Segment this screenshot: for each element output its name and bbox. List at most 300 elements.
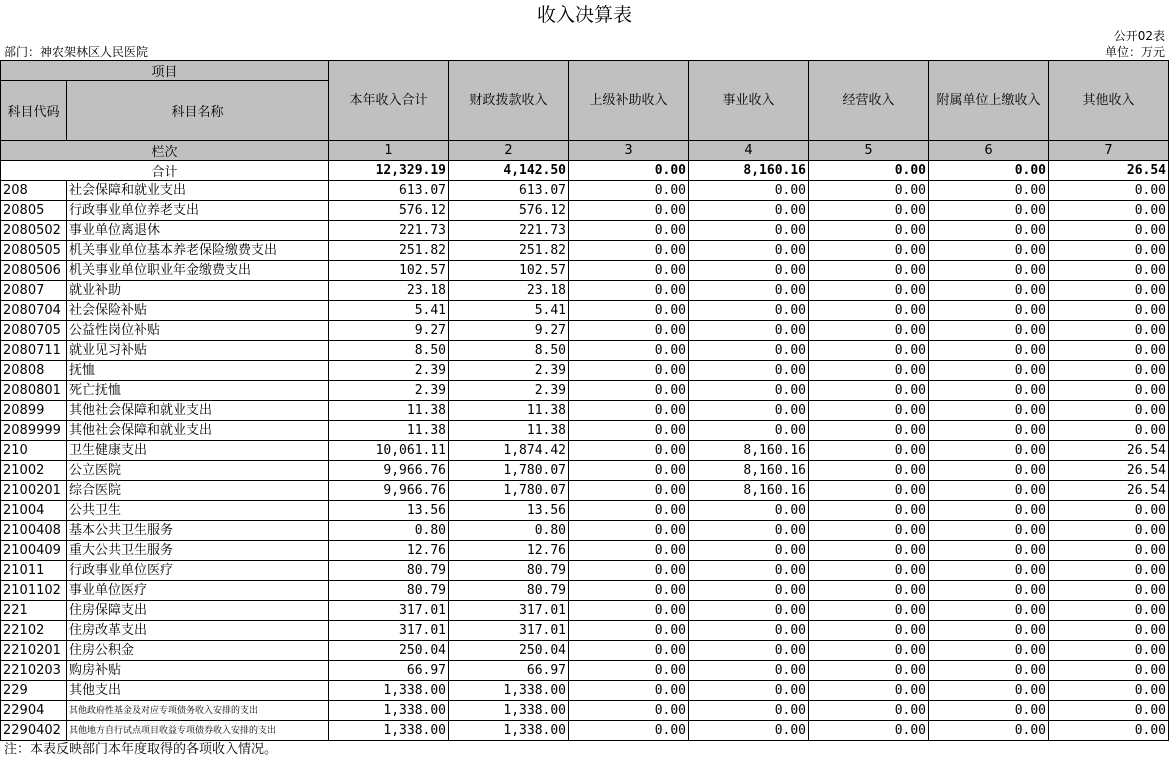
subject-code: 2080711: [1, 341, 67, 361]
amount-cell: 0.00: [689, 261, 809, 281]
amount-cell: 0.00: [809, 261, 929, 281]
amount-cell: 2.39: [329, 361, 449, 381]
amount-cell: 0.00: [929, 641, 1049, 661]
amount-cell: 1,338.00: [449, 681, 569, 701]
amount-cell: 0.00: [1049, 701, 1169, 721]
header-row-item: [1, 61, 1169, 81]
subject-code: 22102: [1, 621, 67, 641]
amount-cell: 0.00: [1049, 341, 1169, 361]
subject-name: 行政事业单位医疗: [67, 561, 329, 581]
amount-cell: 80.79: [329, 581, 449, 601]
amount-cell: 0.00: [1049, 541, 1169, 561]
amount-cell: 2.39: [329, 381, 449, 401]
amount-cell: 0.00: [689, 421, 809, 441]
total-value: 8,160.16: [689, 161, 809, 181]
header-col-5: 经营收入: [809, 61, 929, 141]
amount-cell: 250.04: [329, 641, 449, 661]
table-row: [1, 461, 1169, 481]
amount-cell: 0.00: [689, 281, 809, 301]
subject-code: 20807: [1, 281, 67, 301]
header-num-4: 4: [689, 141, 809, 161]
amount-cell: 0.00: [809, 601, 929, 621]
table-row: [1, 241, 1169, 261]
subject-code: 2080502: [1, 221, 67, 241]
subject-code: 2080704: [1, 301, 67, 321]
subject-name: 其他社会保障和就业支出: [67, 401, 329, 421]
amount-cell: 0.00: [809, 341, 929, 361]
amount-cell: 0.00: [689, 641, 809, 661]
subject-code: 2080505: [1, 241, 67, 261]
amount-cell: 576.12: [329, 201, 449, 221]
amount-cell: 0.00: [1049, 521, 1169, 541]
amount-cell: 0.00: [569, 641, 689, 661]
header-row-label: 栏次: [1, 141, 329, 161]
subject-name: 购房补贴: [67, 661, 329, 681]
table-row: [1, 481, 1169, 501]
amount-cell: 1,338.00: [329, 701, 449, 721]
amount-cell: 0.00: [1049, 241, 1169, 261]
amount-cell: 0.00: [929, 701, 1049, 721]
amount-cell: 0.00: [569, 721, 689, 741]
subject-name: 基本公共卫生服务: [67, 521, 329, 541]
table-row: [1, 661, 1169, 681]
amount-cell: 0.00: [809, 501, 929, 521]
amount-cell: 0.00: [809, 181, 929, 201]
amount-cell: 0.00: [1049, 221, 1169, 241]
subject-code: 2080801: [1, 381, 67, 401]
subject-name: 就业补助: [67, 281, 329, 301]
table-row: [1, 381, 1169, 401]
table-row: [1, 721, 1169, 741]
amount-cell: 0.00: [569, 561, 689, 581]
amount-cell: 23.18: [329, 281, 449, 301]
amount-cell: 0.00: [569, 481, 689, 501]
subject-name: 住房保障支出: [67, 601, 329, 621]
amount-cell: 80.79: [329, 561, 449, 581]
amount-cell: 0.00: [929, 541, 1049, 561]
amount-cell: 11.38: [449, 421, 569, 441]
amount-cell: 0.00: [689, 541, 809, 561]
amount-cell: 80.79: [449, 561, 569, 581]
amount-cell: 0.80: [449, 521, 569, 541]
table-row: [1, 681, 1169, 701]
amount-cell: 0.00: [929, 241, 1049, 261]
amount-cell: 0.00: [809, 381, 929, 401]
amount-cell: 0.00: [569, 301, 689, 321]
amount-cell: 0.00: [1049, 421, 1169, 441]
amount-cell: 102.57: [449, 261, 569, 281]
amount-cell: 0.00: [809, 521, 929, 541]
amount-cell: 0.00: [929, 501, 1049, 521]
subject-code: 229: [1, 681, 67, 701]
amount-cell: 0.00: [569, 281, 689, 301]
table-row: [1, 221, 1169, 241]
amount-cell: 0.00: [689, 221, 809, 241]
table-row: [1, 401, 1169, 421]
amount-cell: 0.00: [809, 401, 929, 421]
amount-cell: 0.00: [929, 221, 1049, 241]
amount-cell: 0.00: [689, 581, 809, 601]
amount-cell: 0.00: [809, 241, 929, 261]
amount-cell: 0.80: [329, 521, 449, 541]
amount-cell: 1,780.07: [449, 481, 569, 501]
amount-cell: 0.00: [809, 721, 929, 741]
amount-cell: 66.97: [449, 661, 569, 681]
amount-cell: 613.07: [449, 181, 569, 201]
subject-code: 2080506: [1, 261, 67, 281]
table-row: [1, 501, 1169, 521]
header-code: 科目代码: [1, 81, 67, 141]
amount-cell: 0.00: [809, 661, 929, 681]
subject-name: 重大公共卫生服务: [67, 541, 329, 561]
amount-cell: 0.00: [569, 501, 689, 521]
subject-code: 2290402: [1, 721, 67, 741]
amount-cell: 0.00: [689, 361, 809, 381]
amount-cell: 0.00: [569, 261, 689, 281]
amount-cell: 0.00: [569, 661, 689, 681]
amount-cell: 1,338.00: [449, 701, 569, 721]
amount-cell: 13.56: [449, 501, 569, 521]
amount-cell: 0.00: [689, 701, 809, 721]
header-row-numbers: [1, 141, 1169, 161]
amount-cell: 0.00: [1049, 361, 1169, 381]
amount-cell: 0.00: [929, 521, 1049, 541]
amount-cell: 0.00: [929, 581, 1049, 601]
amount-cell: 0.00: [1049, 281, 1169, 301]
table-row: [1, 181, 1169, 201]
header-num-7: 7: [1049, 141, 1169, 161]
amount-cell: 0.00: [929, 401, 1049, 421]
amount-cell: 12.76: [449, 541, 569, 561]
amount-cell: 0.00: [809, 681, 929, 701]
header-item: 项目: [1, 61, 329, 81]
amount-cell: 0.00: [569, 441, 689, 461]
amount-cell: 251.82: [329, 241, 449, 261]
amount-cell: 0.00: [809, 221, 929, 241]
amount-cell: 576.12: [449, 201, 569, 221]
amount-cell: 0.00: [569, 701, 689, 721]
amount-cell: 0.00: [689, 681, 809, 701]
amount-cell: 0.00: [569, 321, 689, 341]
amount-cell: 0.00: [929, 681, 1049, 701]
amount-cell: 2.39: [449, 361, 569, 381]
amount-cell: 0.00: [929, 421, 1049, 441]
total-row: [1, 161, 1169, 181]
subject-code: 2210201: [1, 641, 67, 661]
amount-cell: 0.00: [1049, 321, 1169, 341]
subject-code: 21004: [1, 501, 67, 521]
amount-cell: 0.00: [569, 621, 689, 641]
subject-name: 社会保障和就业支出: [67, 181, 329, 201]
subject-code: 2080705: [1, 321, 67, 341]
amount-cell: 10,061.11: [329, 441, 449, 461]
amount-cell: 317.01: [329, 601, 449, 621]
amount-cell: 8,160.16: [689, 441, 809, 461]
subject-name: 社会保险补贴: [67, 301, 329, 321]
amount-cell: 0.00: [1049, 261, 1169, 281]
amount-cell: 0.00: [929, 361, 1049, 381]
amount-cell: 0.00: [809, 301, 929, 321]
amount-cell: 251.82: [449, 241, 569, 261]
amount-cell: 0.00: [689, 401, 809, 421]
amount-cell: 0.00: [809, 621, 929, 641]
amount-cell: 0.00: [1049, 301, 1169, 321]
amount-cell: 613.07: [329, 181, 449, 201]
amount-cell: 11.38: [329, 401, 449, 421]
subject-code: 2210203: [1, 661, 67, 681]
amount-cell: 317.01: [329, 621, 449, 641]
department-label: 部门：神农架林区人民医院: [4, 45, 149, 59]
amount-cell: 0.00: [809, 361, 929, 381]
total-value: 0.00: [569, 161, 689, 181]
amount-cell: 0.00: [929, 561, 1049, 581]
amount-cell: 13.56: [329, 501, 449, 521]
amount-cell: 0.00: [1049, 501, 1169, 521]
amount-cell: 0.00: [809, 561, 929, 581]
amount-cell: 0.00: [929, 481, 1049, 501]
amount-cell: 26.54: [1049, 461, 1169, 481]
subject-name: 事业单位医疗: [67, 581, 329, 601]
amount-cell: 0.00: [809, 201, 929, 221]
subject-code: 21002: [1, 461, 67, 481]
amount-cell: 0.00: [929, 341, 1049, 361]
amount-cell: 0.00: [1049, 641, 1169, 661]
amount-cell: 0.00: [569, 421, 689, 441]
amount-cell: 250.04: [449, 641, 569, 661]
amount-cell: 0.00: [569, 461, 689, 481]
header-col-7: 其他收入: [1049, 61, 1169, 141]
amount-cell: 0.00: [569, 341, 689, 361]
amount-cell: 0.00: [1049, 561, 1169, 581]
amount-cell: 0.00: [689, 521, 809, 541]
amount-cell: 0.00: [809, 481, 929, 501]
subject-name: 公益性岗位补贴: [67, 321, 329, 341]
table-row: [1, 621, 1169, 641]
subject-name: 公立医院: [67, 461, 329, 481]
amount-cell: 9.27: [329, 321, 449, 341]
amount-cell: 1,874.42: [449, 441, 569, 461]
total-value: 12,329.19: [329, 161, 449, 181]
amount-cell: 0.00: [929, 381, 1049, 401]
amount-cell: 0.00: [569, 221, 689, 241]
subject-code: 2100409: [1, 541, 67, 561]
subject-name: 卫生健康支出: [67, 441, 329, 461]
amount-cell: 0.00: [689, 661, 809, 681]
form-number: 公开02表: [1113, 29, 1165, 43]
subject-code: 20899: [1, 401, 67, 421]
amount-cell: 221.73: [449, 221, 569, 241]
header-name: 科目名称: [67, 81, 329, 141]
amount-cell: 0.00: [809, 281, 929, 301]
footnote: 注：本表反映部门本年度取得的各项收入情况。: [4, 742, 278, 757]
amount-cell: 221.73: [329, 221, 449, 241]
header-col-1: 本年收入合计: [329, 61, 449, 141]
amount-cell: 0.00: [929, 301, 1049, 321]
subject-name: 其他政府性基金及对应专项债务收入安排的支出: [67, 701, 329, 721]
amount-cell: 0.00: [1049, 201, 1169, 221]
subject-code: 2089999: [1, 421, 67, 441]
amount-cell: 0.00: [929, 441, 1049, 461]
amount-cell: 0.00: [929, 201, 1049, 221]
amount-cell: 0.00: [929, 721, 1049, 741]
amount-cell: 8.50: [449, 341, 569, 361]
table-row: [1, 321, 1169, 341]
header-col-4: 事业收入: [689, 61, 809, 141]
amount-cell: 0.00: [569, 401, 689, 421]
subject-name: 住房改革支出: [67, 621, 329, 641]
amount-cell: 9,966.76: [329, 481, 449, 501]
amount-cell: 0.00: [1049, 621, 1169, 641]
total-value: 26.54: [1049, 161, 1169, 181]
amount-cell: 1,338.00: [329, 721, 449, 741]
amount-cell: 0.00: [1049, 721, 1169, 741]
subject-name: 其他社会保障和就业支出: [67, 421, 329, 441]
subject-name: 其他地方自行试点项目收益专项债券收入安排的支出: [67, 721, 329, 741]
amount-cell: 0.00: [689, 301, 809, 321]
amount-cell: 0.00: [689, 321, 809, 341]
amount-cell: 0.00: [569, 361, 689, 381]
subject-code: 2101102: [1, 581, 67, 601]
subject-name: 行政事业单位养老支出: [67, 201, 329, 221]
subject-code: 2100201: [1, 481, 67, 501]
amount-cell: 26.54: [1049, 481, 1169, 501]
amount-cell: 26.54: [1049, 441, 1169, 461]
total-value: 0.00: [929, 161, 1049, 181]
amount-cell: 0.00: [809, 641, 929, 661]
amount-cell: 11.38: [449, 401, 569, 421]
table-row: [1, 561, 1169, 581]
amount-cell: 0.00: [929, 181, 1049, 201]
subject-code: 20805: [1, 201, 67, 221]
amount-cell: 0.00: [1049, 381, 1169, 401]
subject-name: 住房公积金: [67, 641, 329, 661]
table-row: [1, 701, 1169, 721]
total-label: 合计: [1, 161, 329, 181]
amount-cell: 317.01: [449, 621, 569, 641]
table-row: [1, 641, 1169, 661]
subject-code: 22904: [1, 701, 67, 721]
amount-cell: 0.00: [929, 281, 1049, 301]
table-row: [1, 361, 1169, 381]
amount-cell: 5.41: [449, 301, 569, 321]
report-title: 收入决算表: [536, 4, 632, 26]
amount-cell: 9.27: [449, 321, 569, 341]
subject-code: 2100408: [1, 521, 67, 541]
amount-cell: 0.00: [1049, 581, 1169, 601]
amount-cell: 0.00: [569, 381, 689, 401]
amount-cell: 0.00: [1049, 681, 1169, 701]
amount-cell: 0.00: [689, 241, 809, 261]
amount-cell: 0.00: [929, 661, 1049, 681]
amount-cell: 0.00: [569, 681, 689, 701]
amount-cell: 0.00: [569, 601, 689, 621]
subject-code: 208: [1, 181, 67, 201]
amount-cell: 0.00: [1049, 181, 1169, 201]
amount-cell: 0.00: [809, 701, 929, 721]
table-row: [1, 201, 1169, 221]
amount-cell: 11.38: [329, 421, 449, 441]
amount-cell: 8,160.16: [689, 461, 809, 481]
amount-cell: 0.00: [929, 461, 1049, 481]
amount-cell: 0.00: [689, 341, 809, 361]
amount-cell: 66.97: [329, 661, 449, 681]
subject-name: 其他支出: [67, 681, 329, 701]
amount-cell: 0.00: [929, 261, 1049, 281]
amount-cell: 0.00: [809, 581, 929, 601]
total-value: 0.00: [809, 161, 929, 181]
amount-cell: 0.00: [809, 541, 929, 561]
header-num-2: 2: [449, 141, 569, 161]
amount-cell: 80.79: [449, 581, 569, 601]
header-num-1: 1: [329, 141, 449, 161]
amount-cell: 0.00: [809, 461, 929, 481]
amount-cell: 0.00: [569, 581, 689, 601]
amount-cell: 0.00: [809, 421, 929, 441]
amount-cell: 0.00: [1049, 661, 1169, 681]
subject-code: 21011: [1, 561, 67, 581]
amount-cell: 1,338.00: [449, 721, 569, 741]
header-num-5: 5: [809, 141, 929, 161]
amount-cell: 0.00: [689, 201, 809, 221]
table-row: [1, 521, 1169, 541]
amount-cell: 317.01: [449, 601, 569, 621]
table-row: [1, 541, 1169, 561]
amount-cell: 0.00: [689, 621, 809, 641]
header-num-6: 6: [929, 141, 1049, 161]
subject-name: 就业见习补贴: [67, 341, 329, 361]
amount-cell: 0.00: [809, 321, 929, 341]
amount-cell: 0.00: [689, 181, 809, 201]
table-row: [1, 581, 1169, 601]
subject-name: 抚恤: [67, 361, 329, 381]
header-col-6: 附属单位上缴收入: [929, 61, 1049, 141]
table-row: [1, 261, 1169, 281]
amount-cell: 0.00: [689, 601, 809, 621]
amount-cell: 2.39: [449, 381, 569, 401]
amount-cell: 0.00: [929, 321, 1049, 341]
amount-cell: 1,338.00: [329, 681, 449, 701]
header-num-3: 3: [569, 141, 689, 161]
subject-name: 死亡抚恤: [67, 381, 329, 401]
subject-code: 221: [1, 601, 67, 621]
amount-cell: 0.00: [1049, 601, 1169, 621]
table-row: [1, 341, 1169, 361]
amount-cell: 0.00: [689, 721, 809, 741]
table-row: [1, 301, 1169, 321]
amount-cell: 0.00: [569, 521, 689, 541]
amount-cell: 9,966.76: [329, 461, 449, 481]
amount-cell: 0.00: [689, 501, 809, 521]
amount-cell: 12.76: [329, 541, 449, 561]
amount-cell: 1,780.07: [449, 461, 569, 481]
subject-name: 机关事业单位基本养老保险缴费支出: [67, 241, 329, 261]
header-col-3: 上级补助收入: [569, 61, 689, 141]
amount-cell: 8.50: [329, 341, 449, 361]
table-row: [1, 281, 1169, 301]
amount-cell: 0.00: [929, 601, 1049, 621]
amount-cell: 5.41: [329, 301, 449, 321]
amount-cell: 0.00: [569, 181, 689, 201]
header-col-2: 财政拨款收入: [449, 61, 569, 141]
subject-name: 事业单位离退休: [67, 221, 329, 241]
amount-cell: 8,160.16: [689, 481, 809, 501]
amount-cell: 0.00: [569, 541, 689, 561]
subject-name: 公共卫生: [67, 501, 329, 521]
subject-code: 20808: [1, 361, 67, 381]
unit-label: 单位：万元: [1104, 45, 1165, 59]
amount-cell: 0.00: [1049, 401, 1169, 421]
subject-code: 210: [1, 441, 67, 461]
